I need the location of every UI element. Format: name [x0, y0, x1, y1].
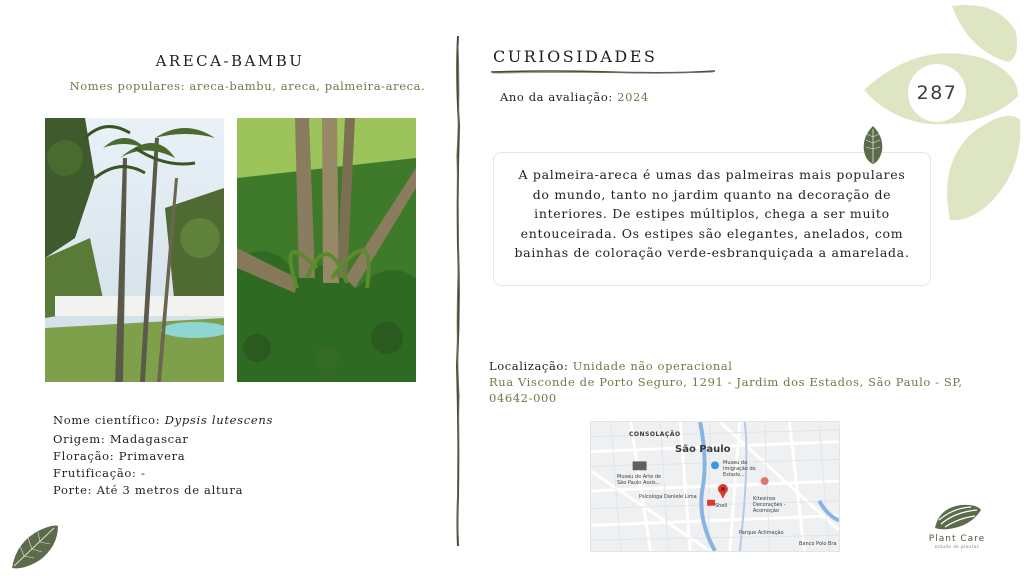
scientific-name-value: Dypsis lutescens: [164, 413, 274, 427]
palm-trunks-photo: [237, 118, 416, 382]
popular-names: [30, 79, 465, 93]
location-map[interactable]: [590, 421, 840, 552]
size-label: Porte:: [53, 483, 93, 497]
location-status: Unidade não operacional: [572, 359, 733, 373]
curiosities-underline: [491, 68, 715, 76]
scientific-name-label: Nome científico:: [53, 413, 161, 427]
location-block: [489, 358, 989, 406]
plant-facts: [53, 412, 273, 499]
evaluation-year-value: 2024: [617, 90, 649, 104]
plant-number-badge: 287: [908, 64, 966, 122]
flowering-label: Floração:: [53, 449, 115, 463]
plant-care-logo: [922, 502, 992, 554]
scientific-name-row: [53, 412, 273, 429]
map-city-label: São Paulo: [675, 444, 731, 455]
location-status-row: [489, 358, 989, 374]
fruiting-value: -: [140, 466, 146, 480]
origin-label: Origem:: [53, 432, 106, 446]
map-poi-decoracoes: Kitesinos Decorações - Acomoção: [753, 496, 786, 514]
evaluation-year-label: Ano da avaliação:: [500, 90, 613, 104]
location-label: Localização:: [489, 359, 569, 373]
logo-leaf-icon: [931, 502, 983, 532]
flowering-value: Primavera: [118, 449, 186, 463]
popular-names-value: areca-bambu, areca, palmeira-areca.: [189, 79, 426, 93]
evaluation-year: [500, 90, 649, 104]
fruiting-row: [53, 465, 273, 482]
origin-value: Madagascar: [109, 432, 189, 446]
map-district-label: CONSOLAÇÃO: [629, 431, 681, 438]
fruiting-label: Frutificação:: [53, 466, 137, 480]
corner-leaf-icon: [10, 522, 60, 570]
column-divider: [452, 36, 464, 546]
map-poi-parque: Parque Aclimação: [739, 530, 784, 536]
size-row: [53, 482, 273, 499]
map-poi-masp: Museu de Arte de São Paulo Assis...: [617, 474, 662, 486]
flowering-row: [53, 448, 273, 465]
location-address: Rua Visconde de Porto Seguro, 1291 - Jardim dos Estados, São Paulo - SP, 04642-000: [489, 375, 963, 405]
map-poi-shell: Shell: [715, 503, 728, 509]
map-poi-banco: Banco Polo Bra: [799, 541, 837, 547]
popular-names-label: Nomes populares:: [69, 79, 186, 93]
curiosities-title: CURIOSIDADES: [493, 47, 658, 66]
small-leaf-icon: [862, 125, 884, 165]
size-value: Até 3 metros de altura: [96, 483, 244, 497]
logo-tagline: estudo de plantas: [934, 544, 980, 549]
map-poi-museum-immigration: Museu da Imigração do Estado...: [723, 460, 756, 478]
plant-title: ARECA-BAMBU: [155, 52, 305, 70]
logo-name: Plant Care: [928, 534, 986, 544]
map-poi-psicologa: Psicologa Daniele Lima: [639, 494, 697, 500]
palm-garden-photo: [45, 118, 224, 382]
curiosities-description: A palmeira-areca é umas das palmeiras mais populares do mundo, tanto no jardim quanto na decoração de interiores. De estipes múltiplos, chega a ser muito entouceirada. Os estipes são elegantes, anelados, com bainhas de coloração verde-esbranquiçada a amarelada.: [493, 152, 931, 286]
origin-row: [53, 431, 273, 448]
